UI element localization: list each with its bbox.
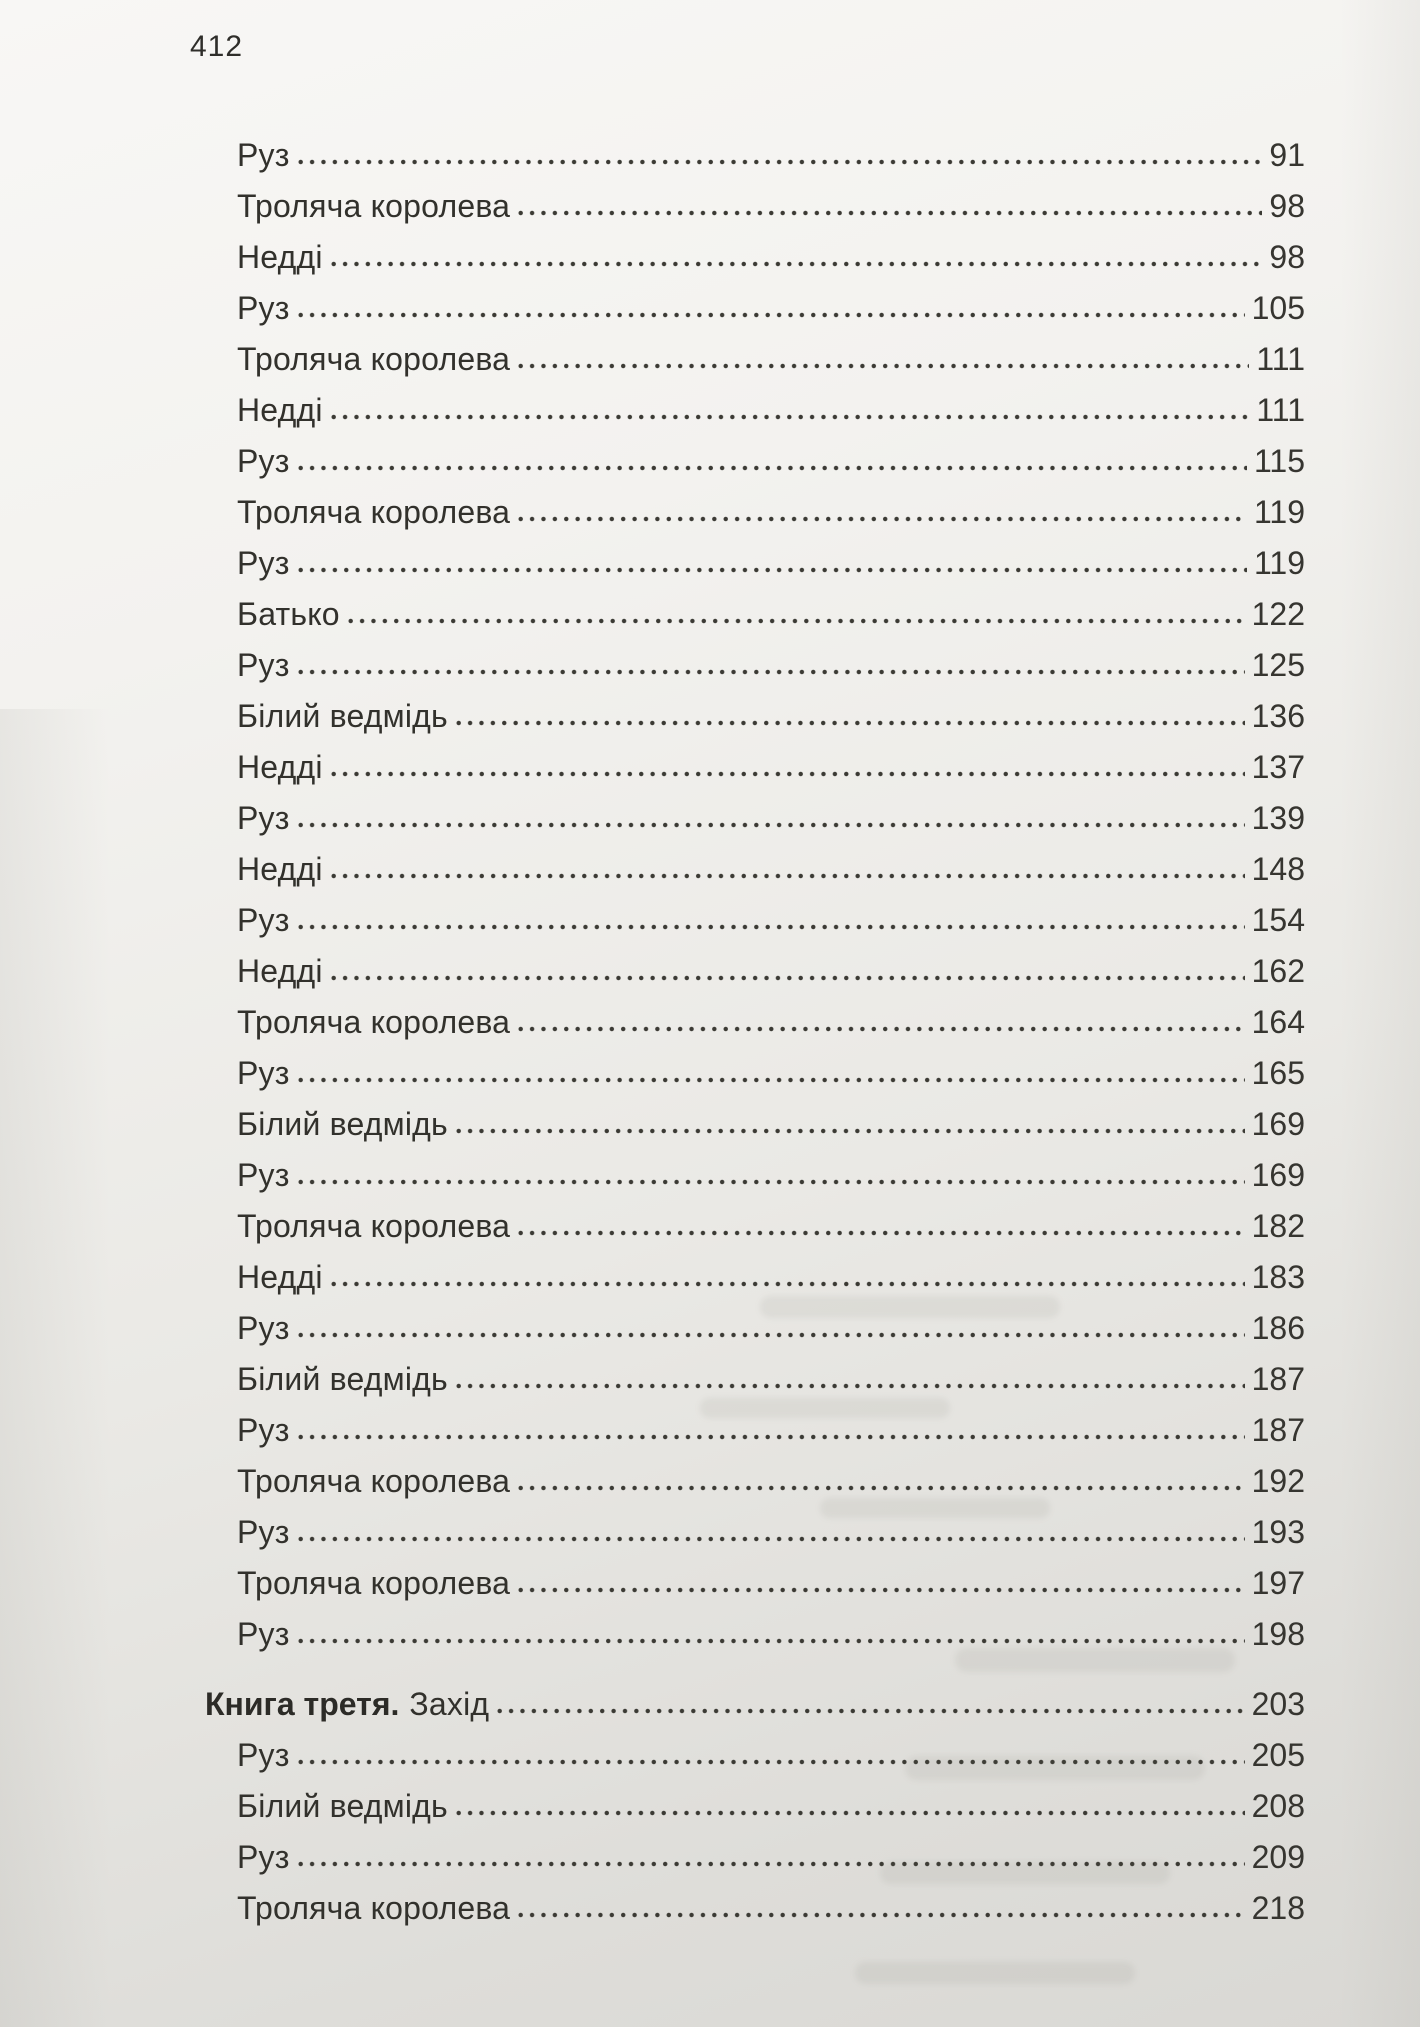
showthrough-ghost-text xyxy=(855,1962,1135,1984)
dot-leader xyxy=(295,128,1263,171)
toc-entry-label: Троляча королева xyxy=(237,1565,511,1601)
toc-entry-row xyxy=(205,587,1305,638)
dot-leader xyxy=(494,1677,1244,1720)
toc-entry-row xyxy=(205,1097,1305,1148)
dot-leader xyxy=(515,1199,1244,1242)
dot-leader xyxy=(295,893,1245,936)
toc-entry-page-number: 169 xyxy=(1251,1157,1305,1193)
toc-entry-label: Руз xyxy=(237,902,290,938)
toc-entry-label: Троляча королева xyxy=(237,341,511,377)
toc-entry-label: Руз xyxy=(237,1839,290,1875)
toc-entry-label: Недді xyxy=(237,851,323,887)
dot-leader xyxy=(453,1352,1245,1395)
dot-leader xyxy=(295,638,1245,681)
toc-entry-label: Троляча королева xyxy=(237,1208,511,1244)
toc-entry-page-number: 111 xyxy=(1256,392,1305,428)
toc-entry-row xyxy=(205,332,1305,383)
toc-entry-label: Руз xyxy=(237,443,290,479)
toc-entry-page-number: 98 xyxy=(1269,239,1305,275)
toc-entry-page-number: 187 xyxy=(1251,1412,1305,1448)
toc-entry-row xyxy=(205,944,1305,995)
toc-entry-label: Недді xyxy=(237,392,323,428)
toc-entry-label: Руз xyxy=(237,647,290,683)
toc-entry-page-number: 198 xyxy=(1251,1616,1305,1652)
toc-entry-row xyxy=(205,383,1305,434)
dot-leader xyxy=(515,485,1247,528)
toc-entry-page-number: 208 xyxy=(1251,1788,1305,1824)
toc-entry-row xyxy=(205,485,1305,536)
toc-entry-row xyxy=(205,1830,1305,1881)
toc-entry-page-number: 183 xyxy=(1251,1259,1305,1295)
toc-entry-page-number: 119 xyxy=(1253,545,1305,581)
toc-entry-label: Руз xyxy=(237,545,290,581)
toc-entry-label: Руз xyxy=(237,1055,290,1091)
toc-entry-page-number: 136 xyxy=(1251,698,1305,734)
toc-entry-row xyxy=(205,230,1305,281)
toc-entry-label: Руз xyxy=(237,1412,290,1448)
dot-leader xyxy=(453,1097,1245,1140)
dot-leader xyxy=(295,791,1245,834)
toc-entry-label: Троляча королева xyxy=(237,188,511,224)
toc-entry-label: Батько xyxy=(237,596,340,632)
toc-entry-page-number: 154 xyxy=(1251,902,1305,938)
toc-entry-label: Троляча королева xyxy=(237,1463,511,1499)
toc-entry-row xyxy=(205,740,1305,791)
toc-entry-label: Троляча королева xyxy=(237,494,511,530)
toc-entry-row xyxy=(205,842,1305,893)
toc-entry-page-number: 182 xyxy=(1251,1208,1305,1244)
toc-entry-row xyxy=(205,995,1305,1046)
toc-entry-row xyxy=(205,1250,1305,1301)
toc-entry-page-number: 165 xyxy=(1251,1055,1305,1091)
toc-entry-row xyxy=(205,536,1305,587)
dot-leader xyxy=(453,689,1245,732)
toc-entry-label: Білий ведмідь xyxy=(237,698,448,734)
toc-entry-page-number: 119 xyxy=(1253,494,1305,530)
toc-entry-row xyxy=(205,1556,1305,1607)
dot-leader xyxy=(295,434,1247,477)
dot-leader xyxy=(515,332,1249,375)
toc-entry-row xyxy=(205,1148,1305,1199)
toc-entry-row xyxy=(205,1199,1305,1250)
toc-entry-page-number: 115 xyxy=(1253,443,1305,479)
toc-entry-row xyxy=(205,689,1305,740)
dot-leader xyxy=(453,1779,1245,1822)
toc-entry-page-number: 105 xyxy=(1251,290,1305,326)
toc-entry-page-number: 203 xyxy=(1251,1686,1305,1722)
dot-leader xyxy=(328,1250,1245,1293)
toc-section-heading-row xyxy=(205,1677,1305,1728)
toc-entry-label: Недді xyxy=(237,1259,323,1295)
toc-entry-page-number: 197 xyxy=(1251,1565,1305,1601)
dot-leader xyxy=(328,944,1245,987)
toc-entry-page-number: 218 xyxy=(1251,1890,1305,1926)
toc-heading-bold-label: Книга третя. xyxy=(205,1686,400,1722)
toc-entry-row xyxy=(205,791,1305,842)
toc-entry-page-number: 125 xyxy=(1251,647,1305,683)
toc-entry-row xyxy=(205,1352,1305,1403)
dot-leader xyxy=(328,740,1245,783)
dot-leader xyxy=(295,1046,1245,1089)
toc-entry-label: Руз xyxy=(237,800,290,836)
toc-entry-page-number: 164 xyxy=(1251,1004,1305,1040)
toc-entry-label: Руз xyxy=(237,1737,290,1773)
toc-entry-label: Руз xyxy=(237,1514,290,1550)
dot-leader xyxy=(295,536,1247,579)
toc-entry-row xyxy=(205,1881,1305,1932)
toc-entry-row xyxy=(205,179,1305,230)
dot-leader xyxy=(515,179,1262,222)
dot-leader xyxy=(515,1556,1244,1599)
toc-entry-page-number: 98 xyxy=(1269,188,1305,224)
dot-leader xyxy=(345,587,1245,630)
toc-entry-row xyxy=(205,1301,1305,1352)
toc-entry-page-number: 169 xyxy=(1251,1106,1305,1142)
toc-entry-page-number: 162 xyxy=(1251,953,1305,989)
toc-entry-row xyxy=(205,128,1305,179)
dot-leader xyxy=(328,230,1263,273)
dot-leader xyxy=(328,842,1245,885)
toc-entry-label: Недді xyxy=(237,953,323,989)
toc-entry-page-number: 209 xyxy=(1251,1839,1305,1875)
dot-leader xyxy=(295,1728,1245,1771)
toc-entry-page-number: 91 xyxy=(1269,137,1305,173)
toc-entry-page-number: 192 xyxy=(1251,1463,1305,1499)
toc-entry-page-number: 186 xyxy=(1251,1310,1305,1346)
toc-entry-row xyxy=(205,1403,1305,1454)
dot-leader xyxy=(295,281,1245,324)
toc-entry-row xyxy=(205,1728,1305,1779)
toc-entry-page-number: 137 xyxy=(1251,749,1305,785)
toc-entry-row xyxy=(205,1505,1305,1556)
dot-leader xyxy=(328,383,1250,426)
toc-entry-row xyxy=(205,638,1305,689)
toc-entry-label: Недді xyxy=(237,749,323,785)
toc-entry-label: Троляча королева xyxy=(237,1890,511,1926)
toc-entry-page-number: 148 xyxy=(1251,851,1305,887)
toc-entry-label: Руз xyxy=(237,290,290,326)
dot-leader xyxy=(295,1301,1245,1344)
toc-entry-page-number: 122 xyxy=(1251,596,1305,632)
toc-entry-page-number: 205 xyxy=(1251,1737,1305,1773)
dot-leader xyxy=(295,1403,1245,1446)
toc-entry-row xyxy=(205,1046,1305,1097)
toc-entry-row xyxy=(205,281,1305,332)
toc-entry-label: Недді xyxy=(237,239,323,275)
toc-entry-page-number: 111 xyxy=(1256,341,1305,377)
dot-leader xyxy=(295,1148,1245,1191)
dot-leader xyxy=(515,1454,1244,1497)
toc-entry-label: Білий ведмідь xyxy=(237,1106,448,1142)
toc-entry-label: Білий ведмідь xyxy=(237,1361,448,1397)
toc-entry-label: Троляча королева xyxy=(237,1004,511,1040)
toc-entry-label: Руз xyxy=(237,1310,290,1346)
toc-entry-label: Руз xyxy=(237,1616,290,1652)
toc-entry-label: Руз xyxy=(237,137,290,173)
toc-entry-page-number: 139 xyxy=(1251,800,1305,836)
dot-leader xyxy=(295,1607,1245,1650)
toc-entry-row xyxy=(205,1779,1305,1830)
toc-entry-page-number: 193 xyxy=(1251,1514,1305,1550)
toc-entry-label: Білий ведмідь xyxy=(237,1788,448,1824)
dot-leader xyxy=(295,1505,1245,1548)
dot-leader xyxy=(515,1881,1244,1924)
toc-entry-row xyxy=(205,434,1305,485)
toc-heading-label: Захід xyxy=(409,1686,490,1722)
dot-leader xyxy=(295,1830,1245,1873)
toc-entry-row xyxy=(205,1607,1305,1658)
paper-shading-left xyxy=(0,709,110,2027)
page-number: 412 xyxy=(190,30,244,63)
toc-entry-row xyxy=(205,1454,1305,1505)
toc-entry-row xyxy=(205,893,1305,944)
toc-list xyxy=(205,128,1305,1932)
toc-entry-page-number: 187 xyxy=(1251,1361,1305,1397)
dot-leader xyxy=(515,995,1244,1038)
paper-shading-right xyxy=(1340,0,1420,2027)
toc-entry-label: Руз xyxy=(237,1157,290,1193)
